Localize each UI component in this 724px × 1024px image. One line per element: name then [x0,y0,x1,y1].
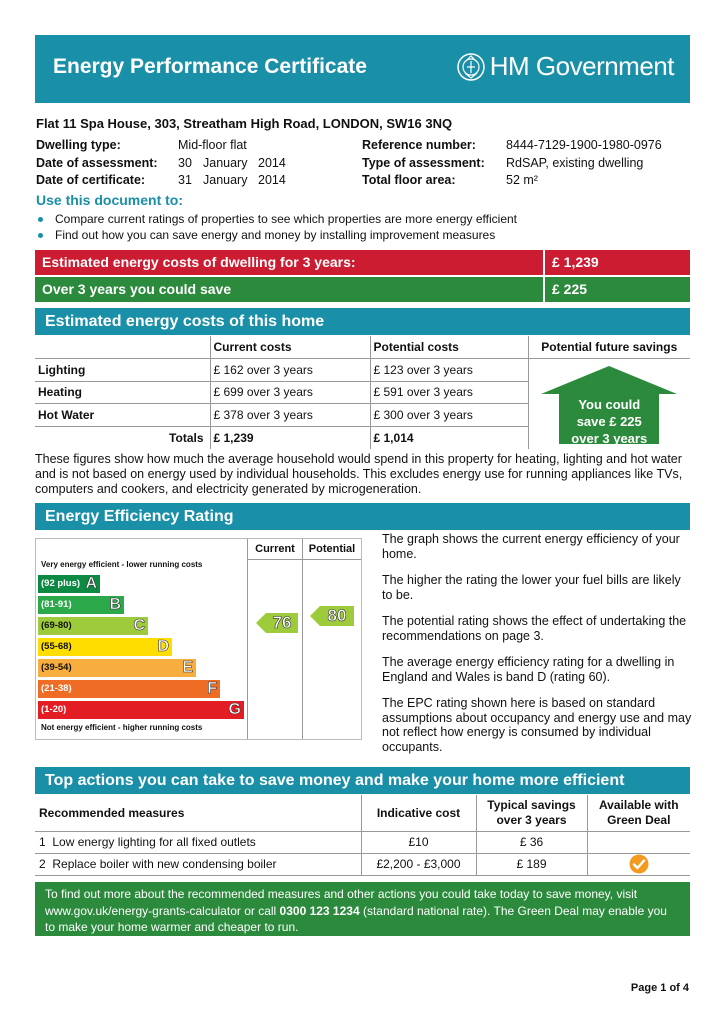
details-right [362,137,692,191]
bottom-efficiency-label: Not energy efficient - higher running costs [41,723,203,732]
potential-column-header: Potential [308,543,356,555]
actions-section-heading: Top actions you can take to save money and make your home more efficient [35,767,690,794]
savings-line-2: save £ 225 [576,413,642,429]
lighting-current: £ 162 over 3 years [210,359,370,382]
measure-savings: £ 36 [476,831,587,853]
reference-value: 8444-7129-1900-1980-0976 [506,138,662,152]
document-title: Energy Performance Certificate [53,55,367,78]
bullet-icon [38,217,43,222]
band-letter: B [109,596,121,613]
rating-paragraph: The potential rating shows the effect of undertaking the recommendations on page 3. [382,614,687,643]
rating-band-g [38,701,244,719]
certificate-date-label: Date of certificate: [36,173,146,187]
band-range: (81-91) [41,599,72,610]
band-letter: E [182,659,193,676]
green-deal-check-icon [629,854,649,874]
band-range: (55-68) [41,641,72,652]
current-column-header: Current [255,543,295,555]
certificate-month: January [203,173,248,187]
band-range: (92 plus) [41,578,81,589]
hot-water-label: Hot Water [35,404,210,427]
band-range: (21-38) [41,683,72,694]
rating-paragraph: The graph shows the current energy efficiency of your home. [382,532,680,561]
assessment-month: January [203,155,248,170]
savings-bar: Over 3 years you could save [35,277,543,302]
lighting-label: Lighting [35,359,210,382]
phone-number: 0300 123 1234 [279,903,360,918]
band-range: (1-20) [41,704,67,715]
costs-section-heading: Estimated energy costs of this home [35,308,690,335]
green-deal-cell [587,853,690,875]
costs-table [35,336,690,449]
certificate-year: 2014 [258,173,286,187]
potential-costs-header: Potential costs [370,336,528,359]
heating-current: £ 699 over 3 years [210,381,370,404]
band-letter: C [133,617,145,634]
rating-paragraph: The higher the rating the lower your fuel bills are likely to be. [382,573,681,602]
rating-paragraph: The average energy efficiency rating for a dwelling in England and Wales is band D (rating 60). [382,655,675,684]
use-document-heading: Use this document to: [36,192,184,208]
dwelling-type-label: Dwelling type: [36,138,121,152]
table-row [35,853,690,875]
total-current: £ 1,239 [210,426,370,449]
measure-cell [35,853,361,875]
assessment-type-label: Type of assessment: [362,155,485,170]
green-deal-header: Available with Green Deal [587,795,690,831]
rating-section-heading: Energy Efficiency Rating [35,503,690,530]
table-row [35,359,690,382]
rating-band-b [38,596,124,614]
use-document-list [36,211,517,243]
list-item: Find out how you can save energy and money by installing improvement measures [36,227,517,243]
logo-text: HM Government [489,51,674,81]
measure-number: 2 [39,857,46,871]
future-savings-header: Potential future savings [528,336,690,359]
measure-cost: £10 [361,831,476,853]
top-efficiency-label: Very energy efficient - lower running costs [41,560,203,569]
totals-label: Totals [169,430,204,445]
more-info-box [35,882,690,936]
dwelling-type-value: Mid-floor flat [178,138,247,152]
cost-header: Indicative cost [361,795,476,831]
current-rating-value: 76 [272,613,292,632]
savings-line-3: over 3 years [571,430,648,446]
royal-crest-icon [456,52,486,82]
rating-band-f [38,680,220,698]
hm-government-logo [456,51,674,82]
measures-header: Recommended measures [35,795,361,831]
measure-savings: £ 189 [476,853,587,875]
savings-arrow [539,364,679,444]
estimated-costs-bar: Estimated energy costs of dwelling for 3 years: [35,250,543,275]
floor-area-label: Total floor area: [362,173,456,187]
measure-number: 1 [39,835,46,849]
band-letter: F [207,680,217,697]
band-range: (39-54) [41,662,72,673]
table-header-row [35,795,690,831]
heating-potential: £ 591 over 3 years [370,381,528,404]
list-item: Compare current ratings of properties to see which properties are more energy efficient [36,211,517,227]
band-letter: A [85,575,97,592]
more-info-text-1: To find out more about the recommended measures and other actions you could take today to save money, visit www.gov.uk/energy-grants-calculator or call [45,887,638,918]
measure-name: Replace boiler with new condensing boiler [52,857,277,871]
table-header-row [35,336,690,359]
green-deal-cell [587,831,690,853]
table-row [35,831,690,853]
rating-band-d [38,638,172,656]
header-banner [35,35,690,103]
costs-note: These figures show how much the average household would spend in this property for heating, lighting and hot water and is not based on energy used by individual households. This excludes energy use for running appliances like TVs, computers and cookers, and electricity generated by microgeneration. [35,452,683,496]
bullet-icon [38,233,43,238]
band-range: (69-80) [41,620,72,631]
savings-value: £ 225 [545,277,690,302]
savings-arrow-cell [528,359,690,449]
actions-table [35,795,690,876]
floor-area-value: 52 m² [506,173,538,187]
hot-water-current: £ 378 over 3 years [210,404,370,427]
rating-chart [35,538,362,740]
property-address: Flat 11 Spa House, 303, Streatham High Road, LONDON, SW16 3NQ [36,116,453,131]
band-letter: D [157,638,169,655]
rating-paragraph: The EPC rating shown here is based on standard assumptions about occupancy and energy use and may not reflect how energy is consumed by individual occupants. [382,696,692,754]
assessment-day: 30 [178,155,192,170]
typical-savings-header: Typical savings over 3 years [476,795,587,831]
measure-cell [35,831,361,853]
page-number: Page 1 of 4 [630,982,689,994]
heating-label: Heating [35,381,210,404]
assessment-date-label: Date of assessment: [36,155,158,170]
lighting-potential: £ 123 over 3 years [370,359,528,382]
rating-explanation [382,532,692,766]
savings-line-1: You could [578,396,641,412]
estimated-costs-value: £ 1,239 [545,250,690,275]
more-info-text-2: (standard national rate). The Green Deal may enable you to make your home warmer and cheaper to run. [45,903,667,934]
current-costs-header: Current costs [210,336,370,359]
details-left [36,137,356,191]
certificate-day: 31 [178,173,192,187]
measure-name: Low energy lighting for all fixed outlets [52,835,256,849]
total-potential: £ 1,014 [370,426,528,449]
reference-label: Reference number: [362,138,476,152]
rating-band-c [38,617,148,635]
current-rating-marker [256,613,298,633]
measure-cost: £2,200 - £3,000 [361,853,476,875]
rating-band-e [38,659,196,677]
band-letter: G [228,701,241,718]
assessment-year: 2014 [258,155,286,170]
potential-rating-value: 80 [327,606,347,625]
hot-water-potential: £ 300 over 3 years [370,404,528,427]
assessment-type-value: RdSAP, existing dwelling [506,155,644,170]
rating-band-a [38,575,100,593]
potential-rating-marker [310,606,354,626]
